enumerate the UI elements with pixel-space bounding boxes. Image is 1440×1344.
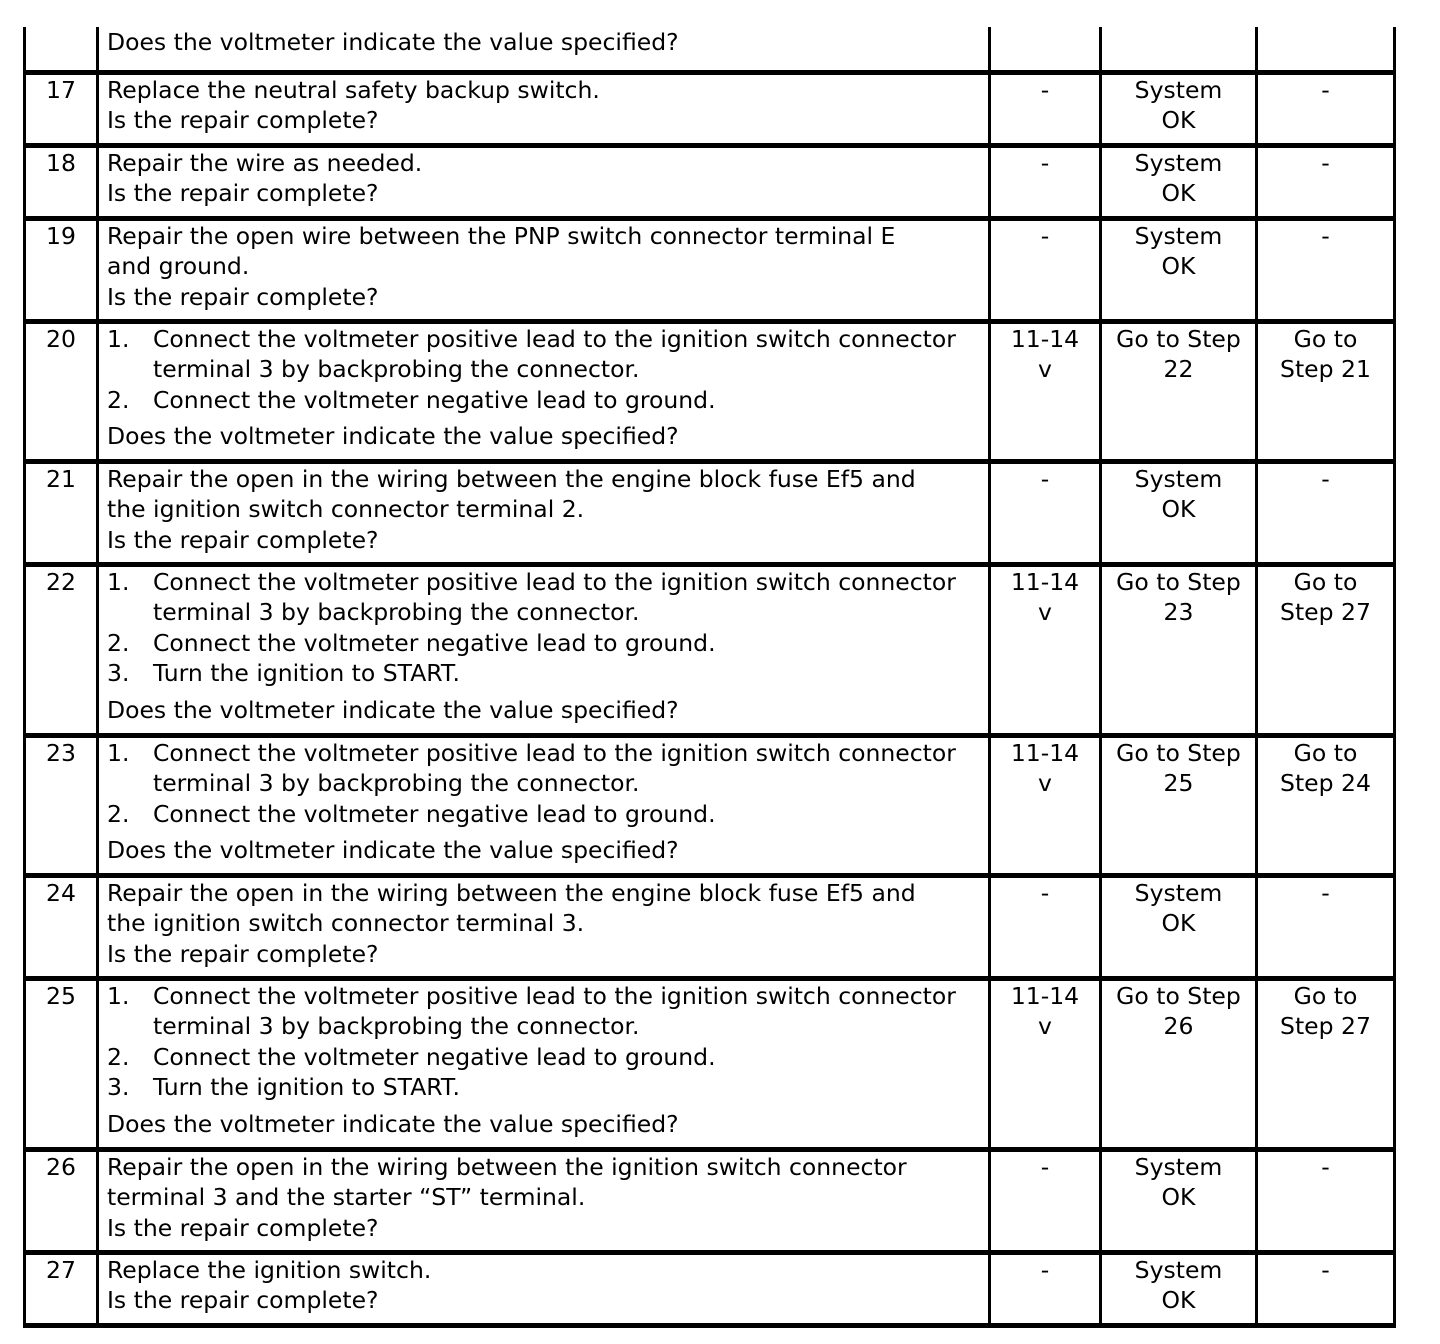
value-cell — [990, 461, 1101, 564]
no-cell — [1257, 735, 1395, 875]
procedure-step — [107, 1042, 980, 1073]
value-cell — [990, 735, 1101, 875]
question-text: Does the voltmeter indicate the value specified? — [107, 1109, 679, 1138]
action-cell — [98, 72, 990, 145]
procedure-step — [107, 799, 980, 830]
value-line: - — [1040, 1255, 1050, 1284]
action-cell — [98, 1149, 990, 1252]
step-number-cell — [25, 1149, 98, 1252]
yes-line: Go to Step — [1116, 324, 1241, 353]
no-cell — [1257, 145, 1395, 218]
diagnostic-table-page — [23, 27, 1393, 1328]
value-cell — [990, 321, 1101, 461]
step-number: 24 — [46, 878, 76, 907]
action-cell — [98, 218, 990, 321]
action-cell — [98, 461, 990, 564]
value-cell — [990, 27, 1101, 72]
value-cell — [990, 875, 1101, 978]
procedure-step-number: 1. — [107, 567, 130, 596]
action-line: Is the repair complete? — [107, 179, 379, 207]
step-number-cell — [25, 1252, 98, 1325]
value-line: 11-14 — [1010, 738, 1080, 767]
value-cell — [990, 145, 1101, 218]
procedure-step — [107, 628, 980, 659]
table-row — [25, 875, 1395, 978]
yes-line: Go to Step — [1116, 981, 1241, 1010]
value-line: - — [1040, 1152, 1050, 1181]
table-row — [25, 461, 1395, 564]
yes-cell — [1101, 218, 1257, 321]
step-number-cell — [25, 218, 98, 321]
procedure-step-number: 2. — [107, 385, 130, 414]
step-number-cell — [25, 564, 98, 735]
yes-line: System — [1134, 1255, 1223, 1284]
yes-line: OK — [1161, 495, 1196, 523]
value-line: - — [1040, 464, 1050, 493]
value-line: - — [1040, 878, 1050, 907]
yes-cell — [1101, 735, 1257, 875]
value-line: v — [1038, 1012, 1052, 1040]
yes-cell — [1101, 72, 1257, 145]
action-line: Repair the open in the wiring between the engine block fuse Ef5 and — [107, 878, 916, 907]
procedure-step — [107, 981, 980, 1042]
yes-cell — [1101, 461, 1257, 564]
yes-cell — [1101, 27, 1257, 72]
value-cell — [990, 218, 1101, 321]
action-line: and ground. — [107, 252, 250, 280]
action-line: Replace the neutral safety backup switch. — [107, 75, 600, 104]
no-line: Step 24 — [1280, 769, 1371, 797]
procedure-step-text: Connect the voltmeter negative lead to ground. — [153, 799, 716, 828]
action-line: Is the repair complete? — [107, 282, 379, 311]
step-number: 20 — [46, 324, 76, 353]
value-line: 11-14 — [1010, 567, 1080, 596]
yes-line: 22 — [1163, 355, 1194, 383]
procedure-step-number: 2. — [107, 799, 130, 828]
step-number-cell — [25, 321, 98, 461]
question-text: Does the voltmeter indicate the value specified? — [107, 28, 679, 56]
table-row — [25, 978, 1395, 1149]
yes-line: 25 — [1163, 769, 1194, 797]
procedure-step-number: 1. — [107, 324, 130, 353]
action-cell — [98, 978, 990, 1149]
no-line: - — [1321, 75, 1330, 104]
no-line: - — [1321, 1152, 1330, 1181]
yes-line: System — [1134, 75, 1223, 104]
value-cell — [990, 978, 1101, 1149]
value-line: - — [1040, 75, 1050, 104]
yes-line: OK — [1161, 252, 1196, 280]
action-line: the ignition switch connector terminal 3. — [107, 909, 585, 937]
no-line: - — [1321, 878, 1330, 907]
no-line: Go to — [1293, 981, 1358, 1010]
procedure-step-number: 2. — [107, 628, 130, 657]
no-cell — [1257, 461, 1395, 564]
no-cell — [1257, 875, 1395, 978]
step-number: 21 — [46, 464, 76, 493]
step-number: 27 — [46, 1255, 76, 1284]
no-line: Go to — [1293, 324, 1358, 353]
no-line: Go to — [1293, 738, 1358, 767]
procedure-step-text: Connect the voltmeter negative lead to ground. — [153, 628, 716, 657]
step-number-cell — [25, 461, 98, 564]
step-number-cell — [25, 145, 98, 218]
action-line: the ignition switch connector terminal 2. — [107, 495, 585, 523]
yes-line: System — [1134, 878, 1223, 907]
value-cell — [990, 564, 1101, 735]
question-text: Does the voltmeter indicate the value specified? — [107, 422, 679, 450]
no-line: - — [1321, 148, 1330, 177]
table-row — [25, 145, 1395, 218]
value-line: v — [1038, 769, 1052, 797]
procedure-steps — [107, 324, 980, 416]
procedure-step — [107, 567, 980, 628]
action-line: Repair the open wire between the PNP switch connector terminal E — [107, 221, 896, 250]
yes-line: Go to Step — [1116, 567, 1241, 596]
action-cell — [98, 875, 990, 978]
value-line: 11-14 — [1010, 981, 1080, 1010]
procedure-step-text: Turn the ignition to START. — [153, 1073, 460, 1101]
procedure-step — [107, 324, 980, 385]
step-number: 23 — [46, 738, 76, 767]
no-cell — [1257, 218, 1395, 321]
action-line: Repair the wire as needed. — [107, 148, 423, 177]
yes-line: OK — [1161, 179, 1196, 207]
yes-line: OK — [1161, 1286, 1196, 1314]
procedure-step-text: Connect the voltmeter positive lead to the ignition switch connector terminal 3 by backprobing the connector. — [153, 567, 956, 626]
step-number-cell — [25, 875, 98, 978]
action-cell — [98, 735, 990, 875]
yes-cell — [1101, 1149, 1257, 1252]
step-number: 22 — [46, 567, 76, 596]
value-line: - — [1040, 221, 1050, 250]
action-line: Is the repair complete? — [107, 1213, 379, 1242]
no-cell — [1257, 1149, 1395, 1252]
procedure-step-text: Connect the voltmeter positive lead to the ignition switch connector terminal 3 by backprobing the connector. — [153, 324, 956, 383]
value-cell — [990, 72, 1101, 145]
action-line: Is the repair complete? — [107, 525, 379, 554]
yes-line: System — [1134, 221, 1223, 250]
value-line: v — [1038, 355, 1052, 383]
no-cell — [1257, 564, 1395, 735]
question-text: Does the voltmeter indicate the value specified? — [107, 836, 679, 864]
table-row — [25, 321, 1395, 461]
procedure-step-text: Connect the voltmeter negative lead to ground. — [153, 385, 716, 414]
step-number-cell — [25, 27, 98, 72]
procedure-step-text: Connect the voltmeter negative lead to ground. — [153, 1042, 716, 1071]
value-line: 11-14 — [1010, 324, 1080, 353]
action-line: terminal 3 and the starter “ST” terminal. — [107, 1183, 586, 1211]
no-cell — [1257, 1252, 1395, 1325]
step-number: 26 — [46, 1152, 76, 1181]
table-row — [25, 27, 1395, 72]
procedure-step-number: 2. — [107, 1042, 130, 1071]
table-row — [25, 1149, 1395, 1252]
table-row — [25, 564, 1395, 735]
value-cell — [990, 1252, 1101, 1325]
action-cell — [98, 145, 990, 218]
no-line: - — [1321, 1255, 1330, 1284]
action-line: Repair the open in the wiring between the engine block fuse Ef5 and — [107, 464, 916, 493]
yes-line: Go to Step — [1116, 738, 1241, 767]
table-body — [25, 27, 1395, 1325]
action-cell — [98, 27, 990, 72]
step-number: 17 — [46, 75, 76, 104]
yes-cell — [1101, 1252, 1257, 1325]
procedure-step-number: 1. — [107, 738, 130, 767]
table-row — [25, 72, 1395, 145]
yes-line: System — [1134, 464, 1223, 493]
no-line: Step 27 — [1280, 1012, 1371, 1040]
procedure-steps — [107, 567, 980, 689]
action-line: Is the repair complete? — [107, 939, 379, 968]
procedure-step — [107, 385, 980, 416]
step-number: 19 — [46, 221, 76, 250]
table-row — [25, 1252, 1395, 1325]
procedure-steps — [107, 738, 980, 830]
value-line: - — [1040, 148, 1050, 177]
procedure-step-number: 3. — [107, 1073, 130, 1101]
no-cell — [1257, 27, 1395, 72]
table-row — [25, 218, 1395, 321]
procedure-step — [107, 658, 980, 689]
yes-cell — [1101, 321, 1257, 461]
yes-cell — [1101, 875, 1257, 978]
question-text: Does the voltmeter indicate the value specified? — [107, 695, 679, 724]
value-line: v — [1038, 598, 1052, 626]
action-line: Replace the ignition switch. — [107, 1255, 432, 1284]
value-cell — [990, 1149, 1101, 1252]
action-line: Is the repair complete? — [107, 1286, 379, 1314]
no-cell — [1257, 72, 1395, 145]
no-line: Step 21 — [1280, 355, 1371, 383]
step-number-cell — [25, 735, 98, 875]
yes-cell — [1101, 978, 1257, 1149]
action-line: Is the repair complete? — [107, 106, 379, 134]
step-number-cell — [25, 978, 98, 1149]
action-cell — [98, 321, 990, 461]
no-line: - — [1321, 464, 1330, 493]
diagnostic-table — [23, 27, 1396, 1328]
no-line: Go to — [1293, 567, 1358, 596]
yes-line: 26 — [1163, 1012, 1194, 1040]
no-cell — [1257, 978, 1395, 1149]
no-cell — [1257, 321, 1395, 461]
action-line: Repair the open in the wiring between the ignition switch connector — [107, 1152, 907, 1181]
step-number: 18 — [46, 148, 76, 177]
procedure-step-number: 1. — [107, 981, 130, 1010]
yes-line: System — [1134, 1152, 1223, 1181]
procedure-step-number: 3. — [107, 659, 130, 687]
no-line: - — [1321, 221, 1330, 250]
yes-cell — [1101, 145, 1257, 218]
yes-line: OK — [1161, 106, 1196, 134]
procedure-step-text: Turn the ignition to START. — [153, 659, 460, 687]
step-number: 25 — [46, 981, 76, 1010]
table-row — [25, 735, 1395, 875]
procedure-step — [107, 1072, 980, 1103]
yes-line: System — [1134, 148, 1223, 177]
step-number-cell — [25, 72, 98, 145]
action-cell — [98, 564, 990, 735]
yes-line: OK — [1161, 1183, 1196, 1211]
no-line: Step 27 — [1280, 598, 1371, 626]
procedure-steps — [107, 981, 980, 1103]
yes-line: 23 — [1163, 598, 1194, 626]
procedure-step — [107, 738, 980, 799]
procedure-step-text: Connect the voltmeter positive lead to the ignition switch connector terminal 3 by backprobing the connector. — [153, 738, 956, 797]
yes-line: OK — [1161, 909, 1196, 937]
procedure-step-text: Connect the voltmeter positive lead to the ignition switch connector terminal 3 by backprobing the connector. — [153, 981, 956, 1040]
action-cell — [98, 1252, 990, 1325]
yes-cell — [1101, 564, 1257, 735]
